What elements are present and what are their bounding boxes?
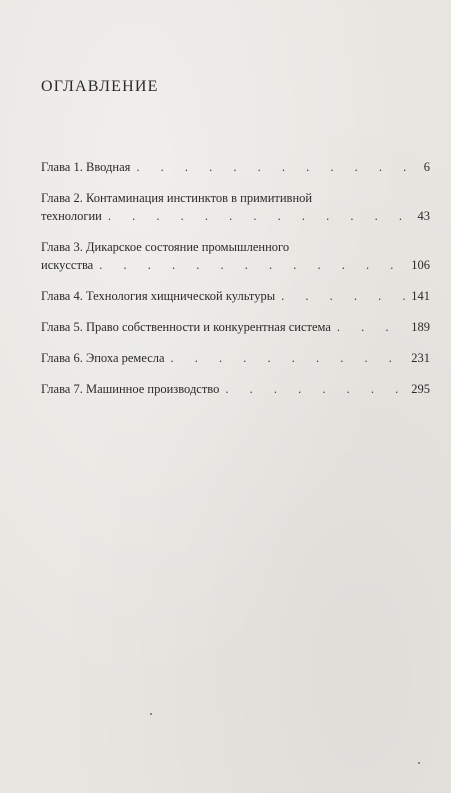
toc-entry-row [41,380,430,398]
page-number: 295 [411,382,430,396]
toc-entry-5 [41,318,430,336]
chapter-title: технологии [41,209,102,223]
page-number: 141 [411,289,430,303]
chapter-title-line: Глава 3. Дикарское состояние промышленного [41,240,290,254]
page-number: 6 [423,160,430,174]
toc-entry-row [41,287,430,305]
chapter-title: Глава 7. Машинное производство [41,382,220,396]
chapter-title: Глава 6. Эпоха ремесла [41,351,165,365]
leader-dots [331,318,407,336]
chapter-title: Глава 5. Право собственности и конкурентная система [41,320,331,334]
leader-dots [130,158,419,176]
toc-title: ОГЛАВЛЕНИЕ [41,78,159,95]
toc-entry-row [41,318,430,336]
toc-entry-row [41,349,430,367]
toc-entry-row [41,158,430,176]
toc-entry-4 [41,287,430,305]
toc-entry-6 [41,349,430,367]
page-number: 231 [411,351,430,365]
paper-speck [418,762,420,764]
leader-dots [275,287,407,305]
page-number: 43 [417,209,430,223]
toc-entry-2 [41,189,430,225]
page-number: 189 [411,320,430,334]
toc-entry-7 [41,380,430,398]
leader-dots [165,349,408,367]
toc-entry-row [41,207,430,225]
chapter-title: искусства [41,258,94,272]
leader-dots [102,207,414,225]
paper-speck [150,713,152,715]
page-number: 106 [411,258,430,272]
chapter-title: Глава 1. Вводная [41,160,131,174]
toc-entry-row [41,256,430,274]
leader-dots [219,380,407,398]
toc-entry-3 [41,238,430,274]
table-of-contents [41,158,430,411]
chapter-title: Глава 4. Технология хищнической культуры [41,289,276,303]
leader-dots [93,256,407,274]
toc-entry-1 [41,158,430,176]
chapter-title-line: Глава 2. Контаминация инстинктов в примитивной [41,191,313,205]
